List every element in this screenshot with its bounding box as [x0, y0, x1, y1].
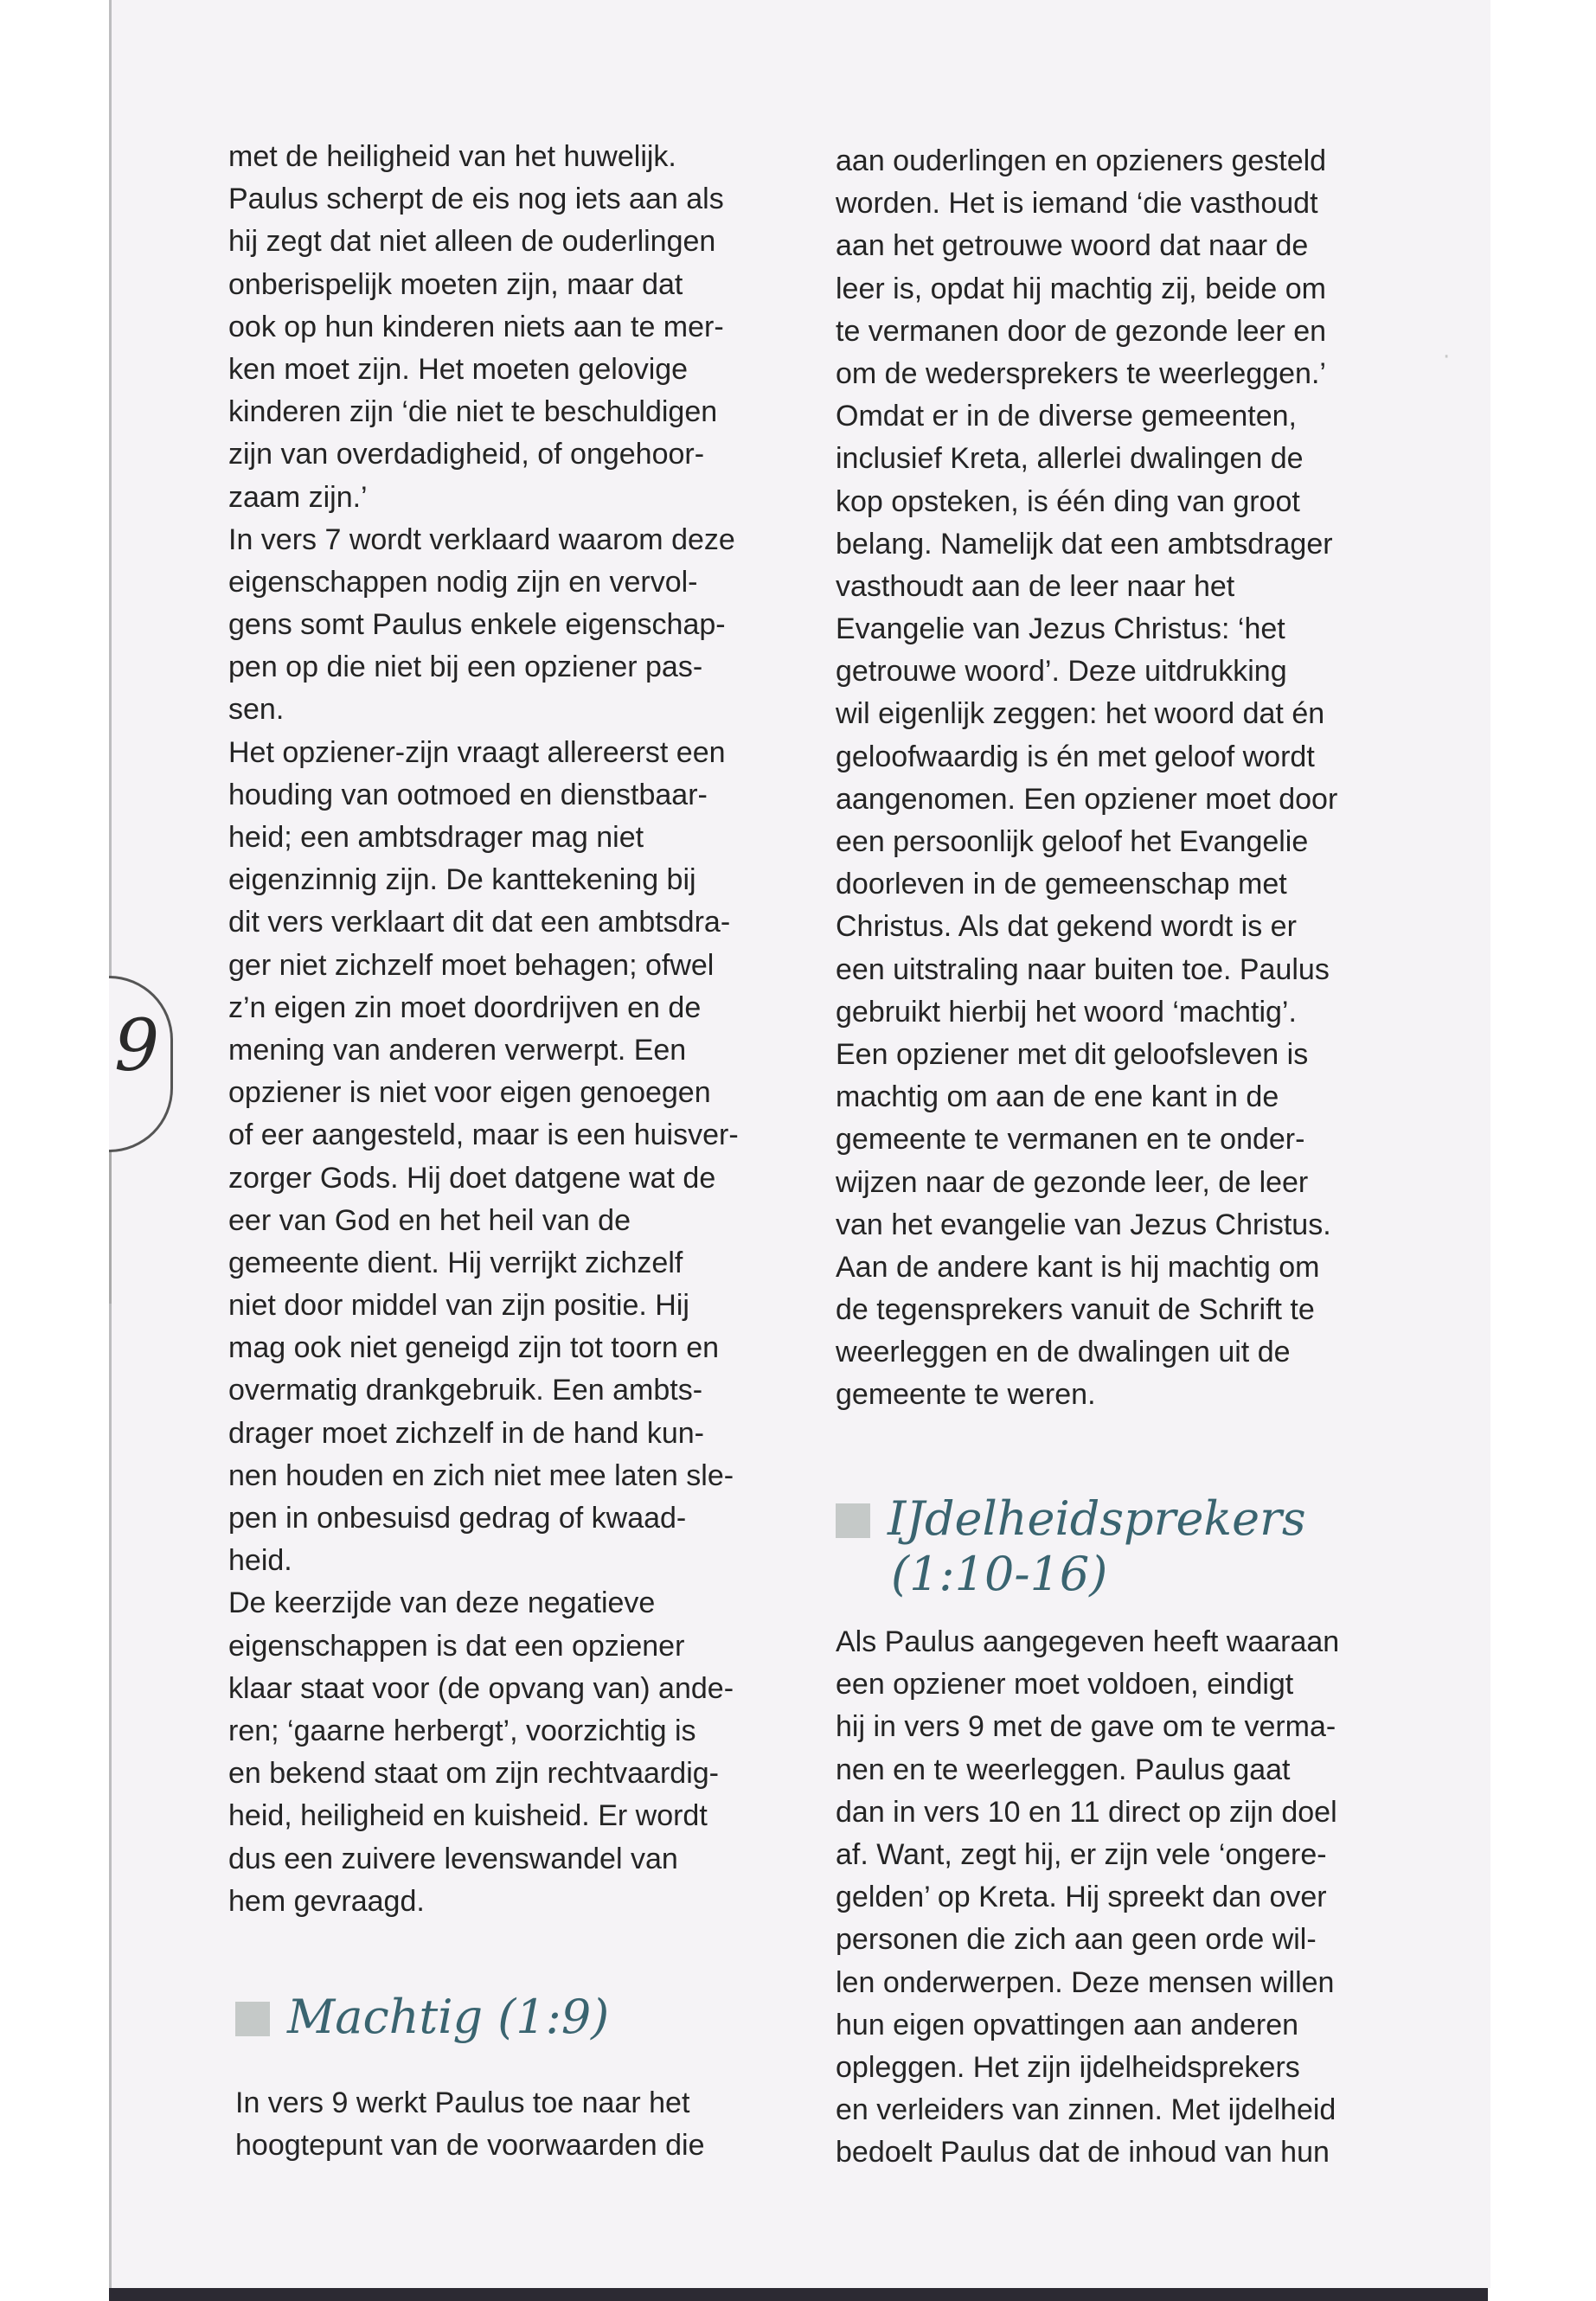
- text-line: een persoonlijk geloof het Evangelie: [836, 825, 1309, 858]
- right-text-block-1: [836, 140, 1337, 1417]
- text-line: Aan de andere kant is hij machtig om: [836, 1250, 1320, 1284]
- text-line: eigenschappen nodig zijn en vervol-: [228, 565, 698, 599]
- text-line: leer is, opdat hij machtig zij, beide om: [836, 272, 1326, 305]
- text-line: Evangelie van Jezus Christus: ‘het: [836, 612, 1285, 646]
- text-line: houding van ootmoed en dienstbaar-: [228, 778, 708, 811]
- text-line: aan ouderlingen en opzieners gesteld: [836, 144, 1327, 177]
- text-line: machtig om aan de ene kant in de: [836, 1080, 1279, 1114]
- section-heading-machtig: [235, 1990, 609, 2045]
- text-line: gebruikt hierbij het woord ‘machtig’.: [836, 995, 1297, 1029]
- text-line: niet door middel van zijn positie. Hij: [228, 1289, 689, 1323]
- text-line: dit vers verklaart dit dat een ambtsdra-: [228, 906, 731, 939]
- chapter-number: 9: [114, 1005, 160, 1087]
- text-line: ren; ‘gaarne herbergt’, voorzichtig is: [228, 1714, 696, 1747]
- text-line: en bekend staat om zijn rechtvaardig-: [228, 1757, 719, 1791]
- text-line: Het opziener-zijn vraagt allereerst een: [228, 735, 726, 769]
- text-line: gemeente te vermanen en te onder-: [836, 1123, 1305, 1157]
- text-line: wijzen naar de gezonde leer, de leer: [836, 1165, 1309, 1199]
- text-line: ken moet zijn. Het moeten gelovige: [228, 352, 689, 386]
- text-line: wil eigenlijk zeggen: het woord dat én: [836, 697, 1325, 731]
- text-line: hem gevraagd.: [228, 1884, 425, 1918]
- text-line: kop opsteken, is één ding van groot: [836, 484, 1300, 518]
- section-heading-ijdelheidsprekers: [836, 1491, 1306, 1602]
- text-line: heid.: [228, 1544, 292, 1578]
- text-line: te vermanen door de gezonde leer en: [836, 314, 1327, 348]
- left-text-block-2: [235, 2082, 705, 2167]
- text-line: aan het getrouwe woord dat naar de: [836, 229, 1309, 263]
- text-line: een opziener moet voldoen, eindigt: [836, 1668, 1294, 1702]
- text-line: doorleven in de gemeenschap met: [836, 868, 1287, 901]
- text-line: af. Want, zegt hij, er zijn vele ‘ongere-: [836, 1837, 1327, 1871]
- text-line: eer van God en het heil van de: [228, 1203, 631, 1237]
- tab-edge-line: [109, 1152, 124, 1304]
- text-line: nen en te weerleggen. Paulus gaat: [836, 1753, 1291, 1786]
- text-line: Christus. Als dat gekend wordt is er: [836, 910, 1297, 944]
- left-text-block-1: [228, 136, 739, 1923]
- text-line: Als Paulus aangegeven heeft waaraan: [836, 1625, 1340, 1658]
- text-line: hun eigen opvattingen aan anderen: [836, 2008, 1299, 2041]
- text-line: pen in onbesuisd gedrag of kwaad-: [228, 1502, 687, 1535]
- text-line: inclusief Kreta, allerlei dwalingen de: [836, 442, 1304, 476]
- text-line: om de wedersprekers te weerleggen.’: [836, 356, 1326, 390]
- text-line: en verleiders van zinnen. Met ijdelheid: [836, 2093, 1336, 2127]
- text-line: Een opziener met dit geloofsleven is: [836, 1037, 1309, 1071]
- text-line: In vers 9 werkt Paulus toe naar het: [235, 2086, 690, 2119]
- text-line: of eer aangesteld, maar is een huisver-: [228, 1118, 739, 1152]
- text-line: In vers 7 wordt verklaard waarom deze: [228, 522, 735, 556]
- heading-text: Machtig (1:9): [287, 1990, 610, 2044]
- text-line: len onderwerpen. Deze mensen willen: [836, 1965, 1335, 1999]
- text-line: pen op die niet bij een opziener pas-: [228, 651, 703, 684]
- text-line: kinderen zijn ‘die niet te beschuldigen: [228, 395, 718, 429]
- text-line: Paulus scherpt de eis nog iets aan als: [228, 183, 724, 216]
- text-line: eigenzinnig zijn. De kanttekening bij: [228, 863, 696, 897]
- text-line: klaar staat voor (de opvang van) ande-: [228, 1671, 734, 1705]
- text-line: opziener is niet voor eigen genoegen: [228, 1076, 711, 1110]
- text-line: geloofwaardig is én met geloof wordt: [836, 740, 1315, 773]
- heading-square-icon: [235, 2002, 270, 2036]
- text-line: een uitstraling naar buiten toe. Paulus: [836, 952, 1330, 986]
- heading-line-1: [836, 1491, 1306, 1547]
- text-line: opleggen. Het zijn ijdelheidsprekers: [836, 2050, 1300, 2084]
- text-line: heid; een ambtsdrager mag niet: [228, 821, 644, 854]
- text-line: eigenschappen is dat een opziener: [228, 1629, 685, 1663]
- text-line: gens somt Paulus enkele eigenschap-: [228, 608, 726, 642]
- text-line: onberispelijk moeten zijn, maar dat: [228, 267, 683, 301]
- text-line: nen houden en zich niet mee laten sle-: [228, 1458, 734, 1492]
- text-line: gemeente dient. Hij verrijkt zichzelf: [228, 1246, 683, 1279]
- text-line: gelden’ op Kreta. Hij spreekt dan over: [836, 1881, 1327, 1914]
- text-line: personen die zich aan geen orde wil-: [836, 1923, 1317, 1957]
- text-line: de tegensprekers vanuit de Schrift te: [836, 1293, 1315, 1327]
- text-line: hij in vers 9 met de gave om te verma-: [836, 1710, 1336, 1744]
- text-line: z’n eigen zin moet doordrijven en de: [228, 990, 702, 1024]
- text-line: worden. Het is iemand ‘die vasthoudt: [836, 187, 1318, 221]
- text-line: van het evangelie van Jezus Christus.: [836, 1208, 1331, 1241]
- text-line: bedoelt Paulus dat de inhoud van hun: [836, 2136, 1330, 2170]
- text-line: vasthoudt aan de leer naar het: [836, 569, 1235, 603]
- text-line: sen.: [228, 693, 285, 727]
- text-line: belang. Namelijk dat een ambtsdrager: [836, 527, 1333, 561]
- text-line: dus een zuivere levenswandel van: [228, 1842, 678, 1875]
- text-line: hoogtepunt van de voorwaarden die: [235, 2129, 705, 2163]
- text-line: met de heiligheid van het huwelijk.: [228, 140, 676, 173]
- text-line: mag ook niet geneigd zijn tot toorn en: [228, 1331, 720, 1365]
- text-line: zaam zijn.’: [228, 480, 368, 514]
- text-line: De keerzijde van deze negatieve: [228, 1586, 656, 1620]
- text-line: aangenomen. Een opziener moet door: [836, 782, 1338, 816]
- text-line: dan in vers 10 en 11 direct op zijn doel: [836, 1795, 1337, 1829]
- text-line: drager moet zichzelf in de hand kun-: [228, 1416, 704, 1450]
- text-line: zijn van overdadigheid, of ongehoor-: [228, 438, 705, 471]
- margin-mark: ·: [1443, 344, 1451, 370]
- text-line: getrouwe woord’. Deze uitdrukking: [836, 655, 1287, 689]
- heading-square-icon: [836, 1503, 870, 1538]
- text-line: heid, heiligheid en kuisheid. Er wordt: [228, 1799, 708, 1833]
- text-line: ook op hun kinderen niets aan te mer-: [228, 310, 724, 343]
- heading-line-2: (1:10-16): [891, 1547, 1108, 1601]
- text-line: hij zegt dat niet alleen de ouderlingen: [228, 225, 716, 259]
- text-line: overmatig drankgebruik. Een ambts-: [228, 1374, 703, 1407]
- right-text-block-2: [836, 1621, 1339, 2174]
- text-line: ger niet zichzelf moet behagen; ofwel: [228, 948, 715, 982]
- text-line: gemeente te weren.: [836, 1378, 1096, 1412]
- text-line: zorger Gods. Hij doet datgene wat de: [228, 1161, 716, 1195]
- text-line: mening van anderen verwerpt. Een: [228, 1033, 687, 1067]
- heading-text-1: IJdelheidsprekers: [888, 1491, 1306, 1546]
- text-line: Omdat er in de diverse gemeenten,: [836, 400, 1297, 433]
- page-edge-strip: [109, 2288, 1488, 2301]
- text-line: weerleggen en de dwalingen uit de: [836, 1336, 1291, 1369]
